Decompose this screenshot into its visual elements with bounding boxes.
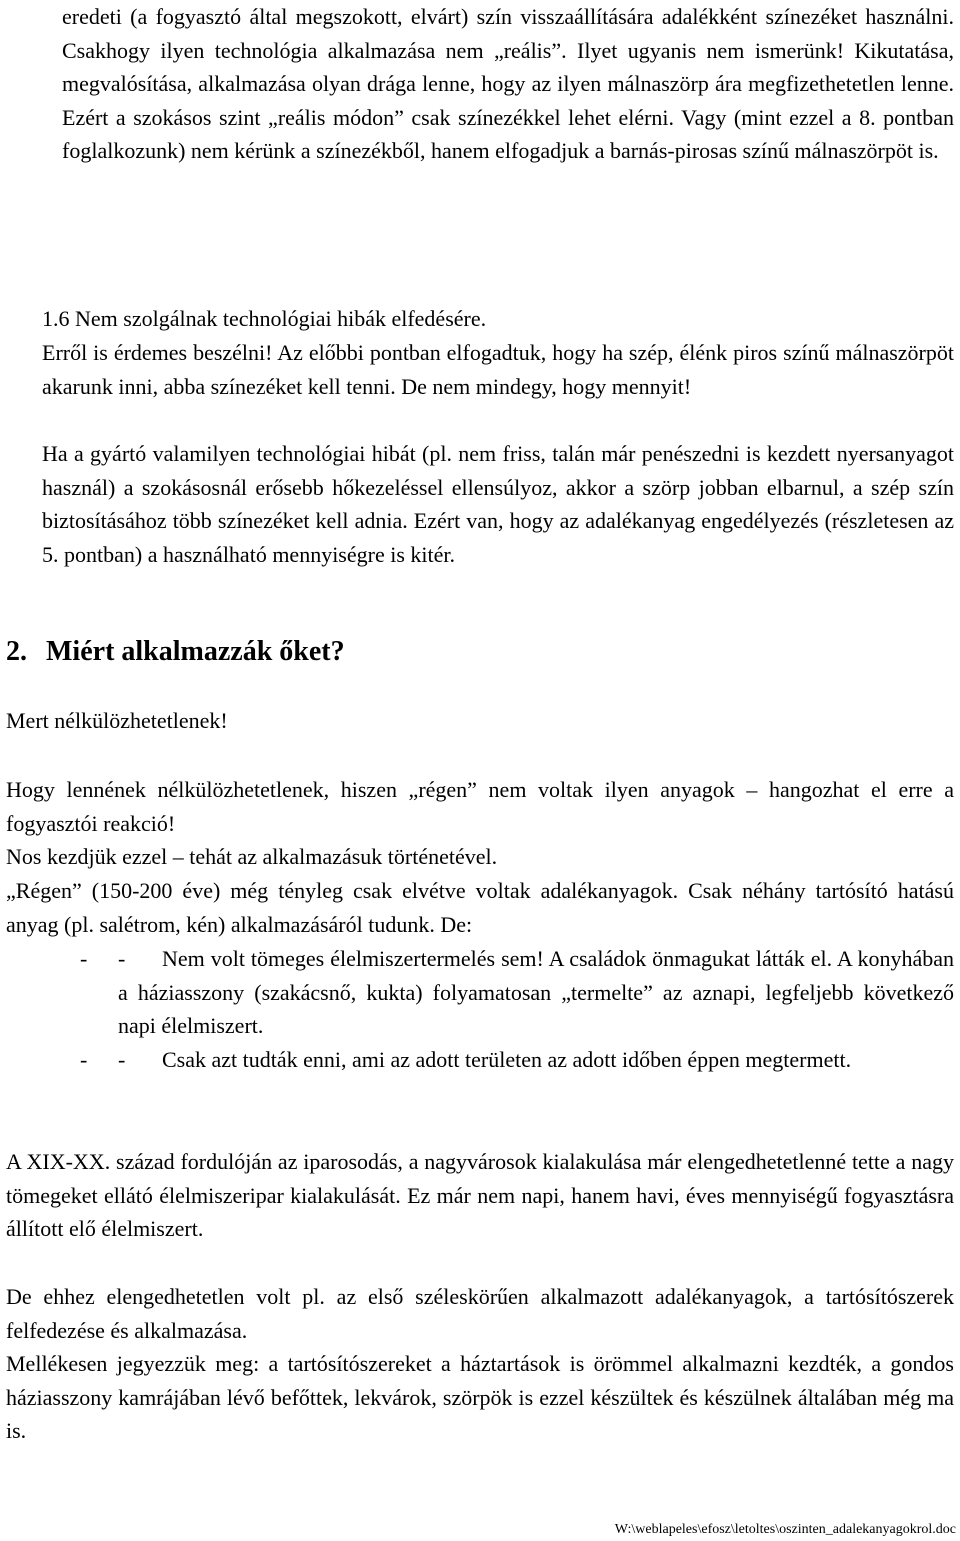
list-item <box>6 1043 954 1111</box>
paragraph-household-use: Mellékesen jegyezzük meg: a tartósítószereket a háztartások is örömmel alkalmazni kezdték, a gondos háziasszony kamrájában lévő befőttek, lekvárok, szörpök is ezzel készültek és készülnek általában még ma is. <box>6 1351 954 1444</box>
list-dash: - <box>80 1047 88 1072</box>
section-heading-1-6: 1.6 Nem szolgálnak technológiai hibák elfedésére. <box>42 306 487 331</box>
list-item-text: Nem volt tömeges élelmiszertermelés sem! A családok önmagukat látták el. A konyhában a háziasszony (szakácsnő, kukta) folyamatosan „termelte” az aznapi, legfeljebb következő napi élelmiszert. <box>118 946 954 1039</box>
paragraph-indispensable: Mert nélkülözhetetlenek! <box>6 708 228 733</box>
document-file-path: W:\weblapeles\efosz\letoltes\oszinten_adalekanyagokrol.doc <box>614 1522 956 1537</box>
list-dash: - <box>80 946 88 971</box>
section-heading-2 <box>6 632 345 672</box>
section-heading-2-text: Miért alkalmazzák őket? <box>46 636 345 667</box>
paragraph-consumer-reaction: Hogy lennének nélkülözhetetlenek, hiszen „régen” nem voltak ilyen anyagok – hangozhat el erre a fogyasztói reakció! <box>6 777 954 836</box>
paragraph-errol: Erről is érdemes beszélni! Az előbbi pontban elfogadtuk, hogy ha szép, élénk piros színű málnaszörpöt akarunk inni, abba színezéket kell tenni. De nem mindegy, hogy mennyit! <box>42 340 954 399</box>
paragraph-preservatives: De ehhez elengedhetetlen volt pl. az első széleskörűen alkalmazott adalékanyagok, a tartósítószerek felfedezése és alkalmazása. <box>6 1284 954 1343</box>
list-item <box>6 942 954 1044</box>
list-dash: - <box>118 946 126 971</box>
paragraph-industrialization: A XIX-XX. század fordulóján az iparosodás, a nagyvárosok kialakulása már elengedhetetlenné tette a nagy tömegeket ellátó élelmiszeripar kialakulását. Ez már nem napi, hanem havi, éves mennyiségű fogyasztásra állított elő élelmiszert. <box>6 1149 954 1242</box>
paragraph-regen: „Régen” (150-200 éve) még tényleg csak elvétve voltak adalékanyagok. Csak néhány tartósító hatású anyag (pl. salétrom, kén) alkalmazásáról tudunk. De: <box>6 878 954 937</box>
paragraph-technological-errors: Ha a gyártó valamilyen technológiai hibát (pl. nem friss, talán már penészedni is kezdett nyersanyagot használ) a szokásosnál erősebb hőkezeléssel ellensúlyoz, akkor a szörp jobban elbarnul, a szép szín biztosításához több színezéket kell adnia. Ezért van, hogy az adalékanyag engedélyezés (részletesen az 5. pontban) a használható mennyiségre is kitér. <box>42 441 954 567</box>
paragraph-history-intro: Nos kezdjük ezzel – tehát az alkalmazásuk történetével. <box>6 844 498 869</box>
section-heading-2-number: 2. <box>6 636 27 667</box>
list-item-text: Csak azt tudták enni, ami az adott területen az adott időben éppen megtermett. <box>162 1047 852 1072</box>
paragraph-intro-continuation: eredeti (a fogyasztó által megszokott, elvárt) szín visszaállítására adalékként színezéket használni. Csakhogy ilyen technológia alkalmazása nem „reális”. Ilyet ugyanis nem ismerünk! Kikutatása, megvalósítása, alkalmazása olyan drága lenne, hogy az ilyen málnaszörp ára megfizethetetlen lenne. Ezért a szokásos szint „reális módon” csak színezékkel lehet elérni. Vagy (mint ezzel a 8. pontban foglalkozunk) nem kérünk a színezékből, hanem elfogadjuk a barnás-pirosas színű málnaszörpöt is. <box>62 4 954 164</box>
list-dash: - <box>118 1047 126 1072</box>
